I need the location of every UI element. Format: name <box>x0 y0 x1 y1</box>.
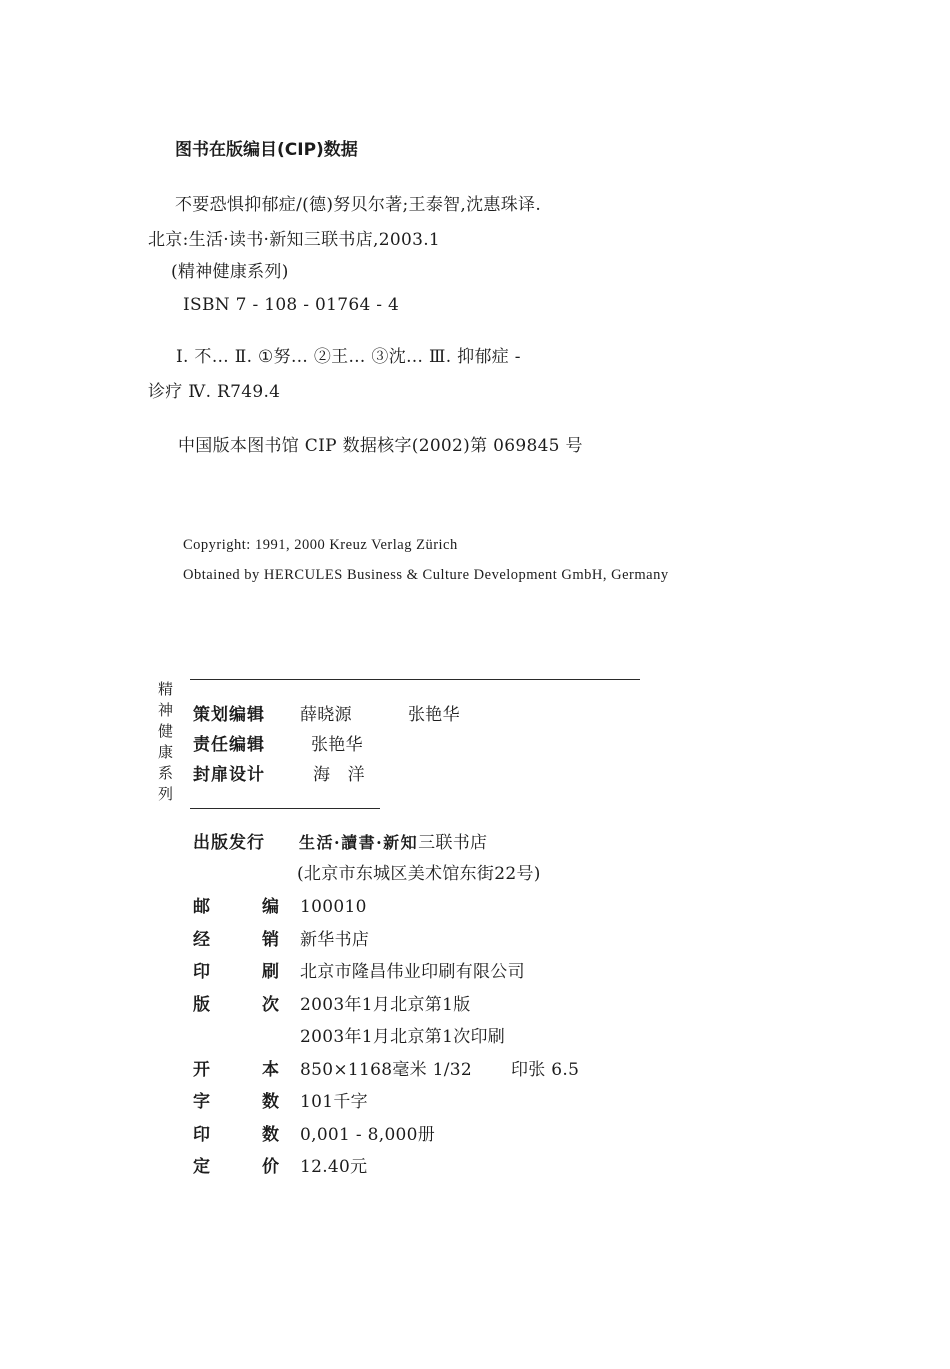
label-char: 次 <box>262 995 279 1015</box>
cip-title-line: 不要恐惧抑郁症/(德)努贝尔著;王泰智,沈惠珠译. <box>175 195 542 215</box>
imprint-label-print-run <box>193 1125 279 1145</box>
credit-role-responsible-editor: 责任编辑 <box>193 735 265 755</box>
divider-top <box>190 679 640 680</box>
credit-name: 张艳华 <box>311 735 363 755</box>
label-char: 印 <box>193 962 210 982</box>
label-char: 经 <box>193 930 210 950</box>
label-char: 刷 <box>262 962 279 982</box>
imprint-value-sheets: 印张 6.5 <box>511 1060 580 1080</box>
imprint-label-price <box>193 1157 279 1177</box>
imprint-value-printing: 2003年1月北京第1次印刷 <box>300 1027 506 1047</box>
cip-heading: 图书在版编目(CIP)数据 <box>175 140 358 160</box>
label-char: 数 <box>262 1125 279 1145</box>
cip-publisher-line: 北京:生活·读书·新知三联书店,2003.1 <box>148 230 441 250</box>
cip-subject-line-1: Ⅰ. 不… Ⅱ. ①努… ②王… ③沈… Ⅲ. 抑郁症 - <box>176 347 521 367</box>
cip-record-number: 中国版本图书馆 CIP 数据核字(2002)第 069845 号 <box>178 436 583 456</box>
cip-isbn: ISBN 7 - 108 - 01764 - 4 <box>183 295 400 315</box>
imprint-label-word-count <box>193 1092 279 1112</box>
imprint-value-word-count: 101千字 <box>300 1092 368 1112</box>
imprint-label-edition <box>193 995 279 1015</box>
credit-name: 薛晓源 <box>300 705 352 725</box>
label-char: 开 <box>193 1060 210 1080</box>
label-char: 数 <box>262 1092 279 1112</box>
label-char: 编 <box>262 897 279 917</box>
rights-agency-notice: Obtained by HERCULES Business & Culture Development GmbH, Germany <box>183 567 669 583</box>
label-char: 版 <box>193 995 210 1015</box>
imprint-value-printer: 北京市隆昌伟业印刷有限公司 <box>300 962 525 982</box>
imprint-value-print-run: 0,001 - 8,000册 <box>300 1125 436 1145</box>
credit-role-planning-editor: 策划编辑 <box>193 705 265 725</box>
label-char: 字 <box>193 1092 210 1112</box>
publisher <box>299 833 487 854</box>
series-vertical-title: 精神健康系列 <box>156 681 174 807</box>
imprint-label-format <box>193 1060 279 1080</box>
imprint-value-edition: 2003年1月北京第1版 <box>300 995 471 1015</box>
imprint-label-postcode <box>193 897 279 917</box>
publisher-brand-logotype: 生活·讀書·新知 <box>299 833 419 852</box>
imprint-value-distributor: 新华书店 <box>300 930 370 950</box>
divider-credits <box>190 808 380 809</box>
cip-series-line: (精神健康系列) <box>171 262 289 282</box>
credit-name: 海 洋 <box>313 765 365 785</box>
imprint-label-printer <box>193 962 279 982</box>
label-char: 价 <box>262 1157 279 1177</box>
cip-subject-line-2: 诊疗 Ⅳ. R749.4 <box>148 382 281 402</box>
imprint-value-format: 850×1168毫米 1/32 <box>300 1060 473 1080</box>
publisher-name: 三联书店 <box>418 833 488 853</box>
imprint-value-price: 12.40元 <box>300 1157 368 1177</box>
credit-role-cover-design: 封扉设计 <box>193 765 265 785</box>
publisher-label: 出版发行 <box>193 833 265 853</box>
credit-name: 张艳华 <box>408 705 460 725</box>
publisher-address: (北京市东城区美术馆东街22号) <box>297 864 541 884</box>
label-char: 本 <box>262 1060 279 1080</box>
imprint-value-postcode: 100010 <box>300 897 367 917</box>
label-char: 邮 <box>193 897 210 917</box>
label-char: 定 <box>193 1157 210 1177</box>
label-char: 销 <box>262 930 279 950</box>
label-char: 印 <box>193 1125 210 1145</box>
imprint-label-distributor <box>193 930 279 950</box>
copyright-notice: Copyright: 1991, 2000 Kreuz Verlag Zürich <box>183 537 458 553</box>
